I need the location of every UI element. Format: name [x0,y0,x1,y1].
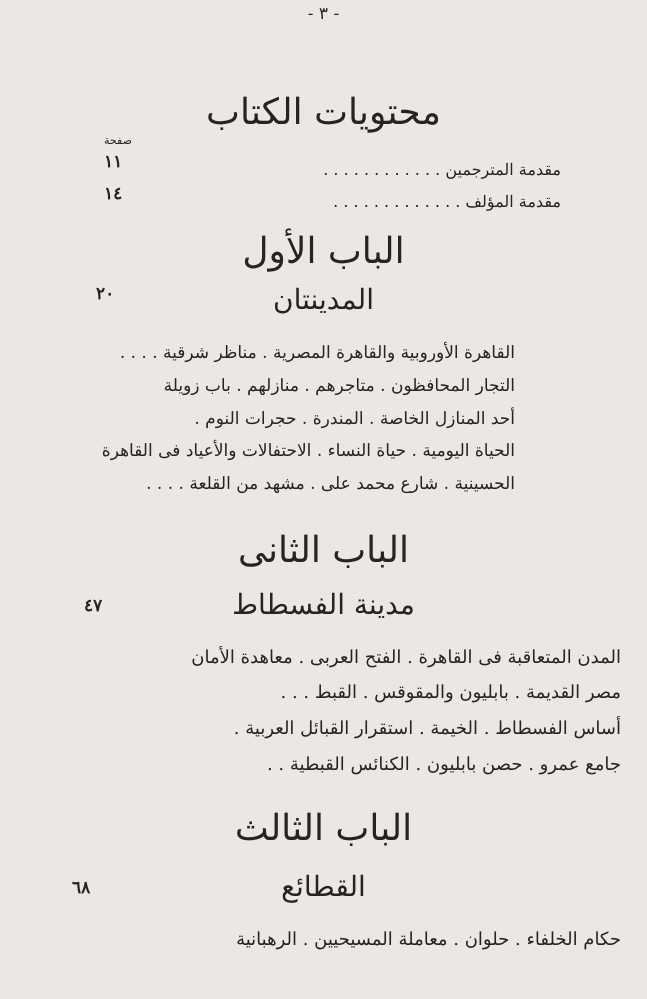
toc-page-number: ١٤ [104,184,123,204]
chapter-topics-line: الحياة اليومية . حياة النساء . الاحتفالات والأعياد فى القاهرة [101,441,515,461]
toc-entry-author-intro [333,192,561,211]
contents-title: محتويات الكتاب [206,92,441,133]
chapter-title: مدينة الفسطاط [232,588,415,621]
chapter-page-number: ٤٧ [84,596,103,616]
chapter-topics-line: جامع عمرو . حصن بابليون . الكنائس القبطية . . [266,754,621,775]
chapter-topics-line: المدن المتعاقبة فى القاهرة . الفتح العربى . معاهدة الأمان [191,647,621,668]
chapter-topics-line: الحسينية . شارع محمد على . مشهد من القلعة . . . . [146,474,515,494]
toc-leader-dots: . . . . . . . . . . . . [323,160,441,179]
chapter-heading: الباب الأول [242,231,405,272]
chapter-topics-line: أحد المنازل الخاصة . المندرة . حجرات النوم . [194,409,515,429]
chapter-page-number: ٦٨ [72,878,91,898]
chapter-topics-line: مصر القديمة . بابليون والمقوقس . القبط . . . [280,682,621,703]
toc-entry-label: مقدمة المترجمين [445,160,561,179]
chapter-heading: الباب الثانى [238,530,409,571]
toc-entry-label: مقدمة المؤلف [465,192,561,211]
page-column-label: صفحة [104,134,132,147]
chapter-topics-line: التجار المحافظون . متاجرهم . منازلهم . باب زويلة [163,376,515,396]
page-number: - ٣ - [307,4,340,24]
chapter-topics-line: أساس الفسطاط . الخيمة . استقرار القبائل العربية . [233,718,621,739]
chapter-title: المدينتان [273,283,374,316]
toc-entry-translators-intro [323,160,561,179]
toc-page-number: ١١ [104,152,123,172]
chapter-page-number: ٢٠ [96,284,115,304]
chapter-topics-line: حكام الخلفاء . حلوان . معاملة المسيحيين . الرهبانية [236,929,621,950]
chapter-title: القطائع [281,870,366,903]
toc-leader-dots: . . . . . . . . . . . . . [333,192,461,211]
chapter-heading: الباب الثالث [234,808,413,849]
chapter-topics-line: القاهرة الأوروبية والقاهرة المصرية . مناظر شرقية . . . . [119,343,515,363]
